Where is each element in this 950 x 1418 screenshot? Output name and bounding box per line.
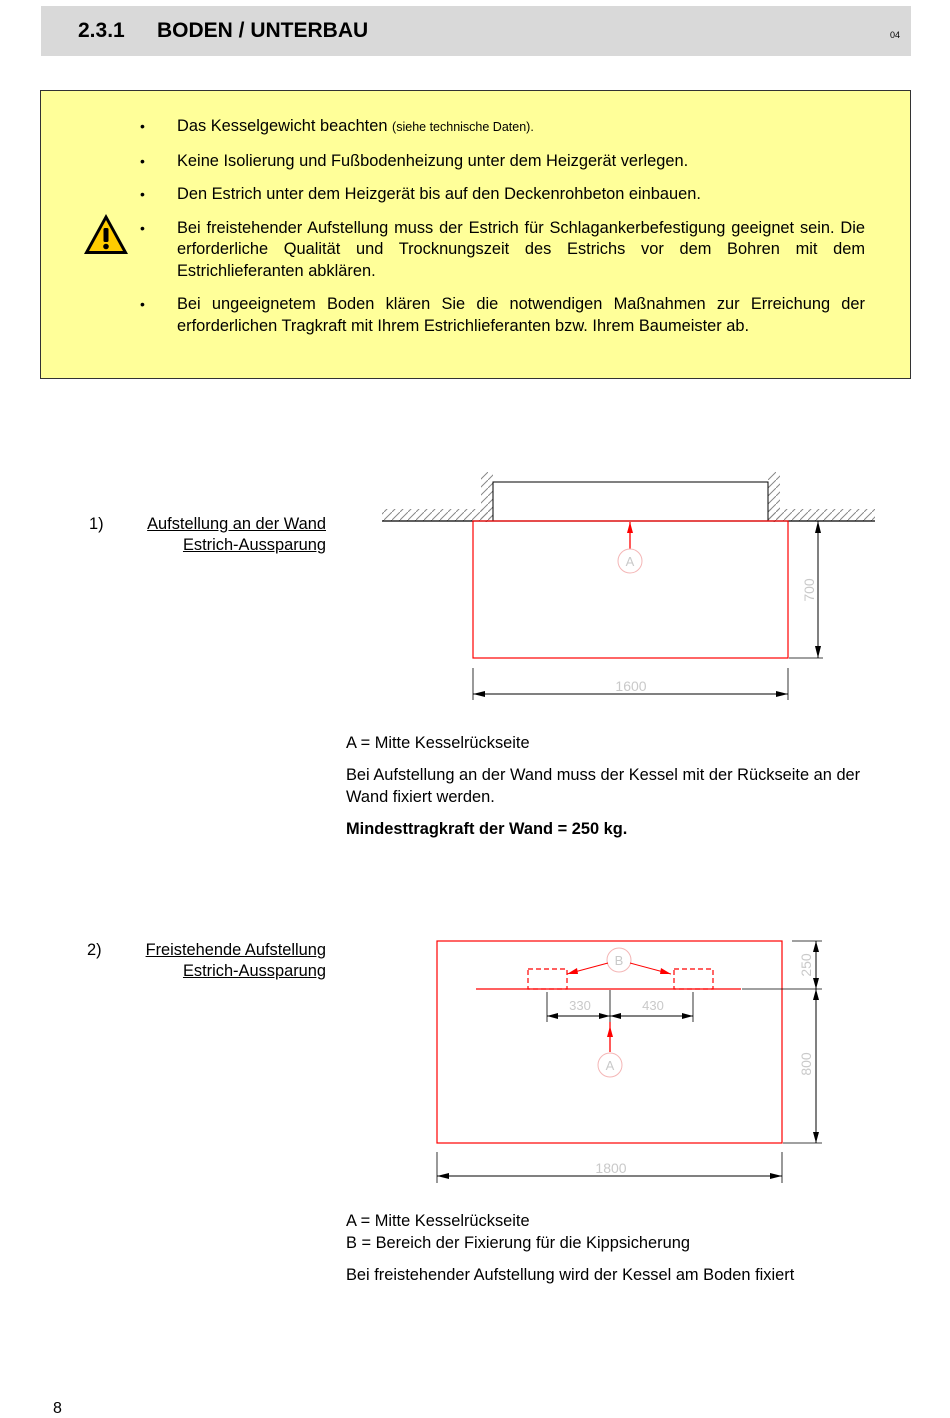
section1-legend-a: A = Mitte Kesselrückseite <box>346 734 530 752</box>
dim-left-label: 330 <box>569 998 591 1013</box>
dim-right-label: 430 <box>642 998 664 1013</box>
section2-text: Bei freistehender Aufstellung wird der Kessel am Boden fixiert <box>346 1266 795 1284</box>
boiler-outline <box>493 482 768 521</box>
section-title: BODEN / UNTERBAU <box>157 19 369 42</box>
dim-arrow <box>473 691 485 697</box>
dim-top-label: 250 <box>798 953 814 977</box>
dim-arrow <box>813 978 819 989</box>
page-code: 04 <box>889 30 900 40</box>
section1-caption: 1) Aufstellung an der Wand Estrich-Aussparung <box>89 515 326 554</box>
dim-arrow <box>770 1173 782 1179</box>
dim-arrow <box>547 1013 558 1019</box>
section1-bold-text: Mindesttragkraft der Wand = 250 kg. <box>346 820 628 838</box>
wall-hatch-left <box>481 472 493 522</box>
warning-item: • Keine Isolierung und Fußbodenheizung unter dem Heizgerät verlegen. <box>177 151 865 173</box>
marker-a-label: A <box>625 554 635 569</box>
dim-arrow <box>815 646 821 658</box>
dim-height-label: 800 <box>798 1052 814 1076</box>
dim-arrow <box>437 1173 449 1179</box>
dim-arrow <box>815 521 821 533</box>
marker-a-arrow <box>607 1026 613 1037</box>
section2-legend-b: B = Bereich der Fixierung für die Kippsicherung <box>346 1234 690 1252</box>
dim-arrow <box>776 691 788 697</box>
dim-arrow <box>599 1013 610 1019</box>
marker-b-label: B <box>614 953 624 968</box>
warning-item: • Bei ungeeignetem Boden klären Sie die notwendigen Maßnahmen zur Erreichung der erforderlichen Tragkraft mit Ihrem Estrichlieferanten bzw. Ihrem Baumeister ab. <box>177 294 865 337</box>
wall-hatch-right <box>768 472 780 522</box>
dim-width-label: 1600 <box>615 678 647 694</box>
dim-arrow <box>682 1013 693 1019</box>
dim-width-label: 1800 <box>595 1160 627 1176</box>
section2-legend-a: A = Mitte Kesselrückseite <box>346 1212 530 1230</box>
fixing-area-left <box>528 969 567 989</box>
marker-b-arrow <box>567 968 578 974</box>
warning-item: • Bei freistehender Aufstellung muss der Estrich für Schlagankerbefestigung geeignet sein. Die erforderliche Qualität und Trocknungszeit des Estrichs vor dem Bohren mit dem Estrichlieferanten abklären. <box>177 218 865 283</box>
diagram-freestanding <box>0 930 950 1190</box>
dim-arrow <box>610 1013 621 1019</box>
dim-height-label: 700 <box>801 578 817 602</box>
dim-arrow <box>813 1132 819 1143</box>
section-number: 2.3.1 <box>78 19 125 42</box>
section1-text: Bei Aufstellung an der Wand muss der Kessel mit der Rückseite an der Wand fixiert werden. <box>346 766 861 806</box>
dim-arrow <box>813 989 819 1000</box>
warning-item: • Den Estrich unter dem Heizgerät bis auf den Deckenrohbeton einbauen. <box>177 184 865 206</box>
fixing-area-right <box>674 969 713 989</box>
dim-arrow <box>813 941 819 952</box>
page-number: 8 <box>53 1400 62 1417</box>
warning-item: • Das Kesselgewicht beachten (siehe technische Daten). <box>177 116 865 139</box>
marker-a-arrow <box>627 522 633 533</box>
section2-caption: 2) Freistehende Aufstellung Estrich-Aussparung <box>87 941 326 980</box>
marker-b-arrow <box>660 968 671 974</box>
marker-a-label: A <box>605 1058 615 1073</box>
